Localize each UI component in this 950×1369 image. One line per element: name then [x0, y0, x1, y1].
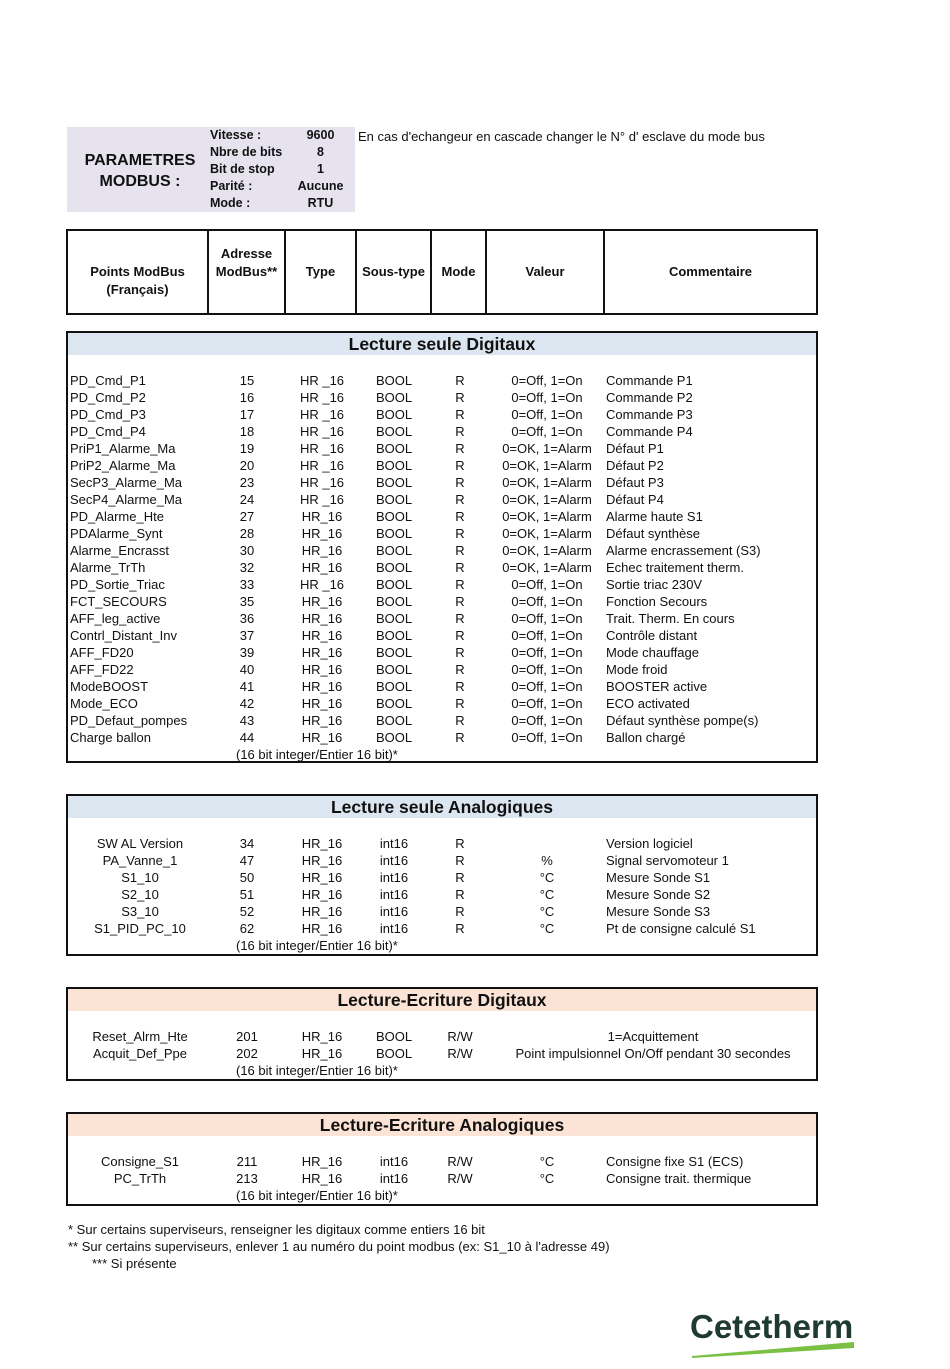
value-range: 0=OK, 1=Alarm [502, 458, 592, 473]
access-mode: R/W [447, 1046, 473, 1061]
table-row [68, 1028, 816, 1045]
modbus-address: 43 [239, 713, 255, 728]
point-name: S1_PID_PC_10 [94, 921, 186, 936]
table-row [68, 423, 816, 440]
register-type: HR_16 [301, 662, 343, 677]
access-mode: R [455, 441, 465, 456]
value-range: °C [539, 1171, 555, 1186]
header-subtype: Sous-type [362, 264, 425, 279]
modbus-address: 39 [239, 645, 255, 660]
value-range: 0=Off, 1=On [511, 730, 583, 745]
table-row [68, 372, 816, 389]
table-row [68, 457, 816, 474]
header-comment: Commentaire [668, 264, 753, 279]
point-name: SecP3_Alarme_Ma [70, 475, 182, 490]
value-range: 0=Off, 1=On [511, 679, 583, 694]
modbus-address: 51 [239, 887, 255, 902]
param-value-mode: RTU [307, 196, 334, 210]
table-row [68, 644, 816, 661]
access-mode: R [455, 475, 465, 490]
section-readwrite-digital [66, 987, 818, 1081]
access-mode: R [455, 713, 465, 728]
value-range: 0=Off, 1=On [511, 577, 583, 592]
register-type: HR_16 [301, 921, 343, 936]
section-title: Lecture-Ecriture Digitaux [68, 989, 816, 1011]
subtype: BOOL [375, 373, 413, 388]
table-row [68, 389, 816, 406]
subtype: BOOL [375, 645, 413, 660]
header-value: Valeur [525, 264, 565, 279]
access-mode: R [455, 921, 465, 936]
value-range: °C [539, 887, 555, 902]
point-name: PD_Alarme_Hte [70, 509, 164, 524]
access-mode: R [455, 424, 465, 439]
point-name: PD_Cmd_P4 [70, 424, 146, 439]
value-range: 0=Off, 1=On [511, 713, 583, 728]
comment: Alarme encrassement (S3) [606, 543, 761, 558]
point-name: PA_Vanne_1 [102, 853, 178, 868]
section-readonly-digital [66, 331, 818, 763]
modbus-address: 211 [236, 1154, 258, 1169]
point-name: PriP1_Alarme_Ma [70, 441, 176, 456]
comment: Contrôle distant [606, 628, 698, 643]
subtype: int16 [379, 1171, 409, 1186]
section-readwrite-analog [66, 1112, 818, 1206]
param-value-speed: 9600 [306, 128, 335, 142]
access-mode: R/W [447, 1154, 473, 1169]
point-name: PD_Cmd_P1 [70, 373, 146, 388]
access-mode: R [455, 696, 465, 711]
comment: Trait. Therm. En cours [606, 611, 735, 626]
register-type: HR_16 [301, 679, 343, 694]
comment: Signal servomoteur 1 [606, 853, 729, 868]
table-row [68, 440, 816, 457]
access-mode: R [455, 611, 465, 626]
comment: Mode froid [606, 662, 668, 677]
value-range: 0=Off, 1=On [511, 628, 583, 643]
comment: Echec traitement therm. [606, 560, 744, 575]
modbus-address: 32 [239, 560, 255, 575]
point-name: AFF_FD22 [70, 662, 134, 677]
subtype: BOOL [375, 526, 413, 541]
modbus-address: 19 [239, 441, 255, 456]
table-row [68, 576, 816, 593]
header-points-line2: (Français) [106, 282, 169, 297]
footnote-3: *** Si présente [92, 1256, 177, 1271]
access-mode: R [455, 594, 465, 609]
table-row [68, 852, 816, 869]
modbus-address: 62 [239, 921, 255, 936]
modbus-address: 20 [239, 458, 255, 473]
section-footnote: (16 bit integer/Entier 16 bit)* [236, 1188, 398, 1203]
value-range: 0=Off, 1=On [511, 594, 583, 609]
access-mode: R [455, 492, 465, 507]
params-title-line2: MODBUS : [99, 173, 181, 190]
params-title-line1: PARAMETRES [84, 152, 196, 169]
value-range: °C [539, 904, 555, 919]
point-name: S2_10 [121, 887, 159, 902]
subtype: int16 [379, 853, 409, 868]
table-row [68, 542, 816, 559]
value-range: 0=Off, 1=On [511, 424, 583, 439]
footnote-1: * Sur certains superviseurs, renseigner les digitaux comme entiers 16 bit [68, 1222, 485, 1237]
subtype: BOOL [375, 577, 413, 592]
subtype: BOOL [375, 696, 413, 711]
access-mode: R/W [447, 1029, 473, 1044]
register-type: HR_16 [301, 1154, 343, 1169]
header-address-line2: ModBus** [215, 264, 278, 279]
modbus-address: 28 [239, 526, 255, 541]
comment: Défaut synthèse [606, 526, 700, 541]
point-name: PD_Defaut_pompes [70, 713, 188, 728]
modbus-address: 52 [239, 904, 255, 919]
section-footnote: (16 bit integer/Entier 16 bit)* [236, 747, 398, 762]
register-type: HR _16 [299, 577, 345, 592]
subtype: BOOL [375, 543, 413, 558]
value-comment: Point impulsionnel On/Off pendant 30 secondes [515, 1046, 791, 1061]
value-range: 0=OK, 1=Alarm [502, 509, 592, 524]
subtype: int16 [379, 836, 409, 851]
register-type: HR _16 [299, 458, 345, 473]
register-type: HR_16 [301, 696, 343, 711]
comment: Mode chauffage [606, 645, 699, 660]
subtype: int16 [379, 870, 409, 885]
register-type: HR_16 [301, 509, 343, 524]
modbus-address: 41 [239, 679, 255, 694]
register-type: HR_16 [301, 611, 343, 626]
comment: Pt de consigne calculé S1 [606, 921, 756, 936]
table-row [68, 525, 816, 542]
subtype: BOOL [375, 662, 413, 677]
modbus-address: 50 [239, 870, 255, 885]
table-row [68, 1153, 816, 1170]
section-footnote: (16 bit integer/Entier 16 bit)* [236, 938, 398, 953]
modbus-address: 33 [239, 577, 255, 592]
comment: Commande P4 [606, 424, 693, 439]
comment: Défaut synthèse pompe(s) [606, 713, 759, 728]
access-mode: R [455, 577, 465, 592]
table-row [68, 869, 816, 886]
header-mode: Mode [441, 264, 476, 279]
register-type: HR_16 [301, 594, 343, 609]
table-row [68, 1045, 816, 1062]
point-name: PD_Sortie_Triac [70, 577, 165, 592]
header-address-line1: Adresse [220, 246, 273, 261]
modbus-address: 24 [239, 492, 255, 507]
value-range: 0=Off, 1=On [511, 390, 583, 405]
point-name: PC_TrTh [113, 1171, 167, 1186]
point-name: PD_Cmd_P3 [70, 407, 146, 422]
subtype: BOOL [375, 611, 413, 626]
subtype: BOOL [375, 509, 413, 524]
point-name: FCT_SECOURS [70, 594, 167, 609]
modbus-address: 42 [239, 696, 255, 711]
access-mode: R [455, 679, 465, 694]
table-row [68, 712, 816, 729]
comment: Consigne fixe S1 (ECS) [606, 1154, 744, 1169]
modbus-address: 35 [239, 594, 255, 609]
subtype: BOOL [375, 475, 413, 490]
param-label-stop: Bit de stop [210, 162, 275, 176]
header-points-line1: Points ModBus [90, 264, 185, 279]
comment: Défaut P4 [606, 492, 664, 507]
subtype: BOOL [375, 458, 413, 473]
value-range: 0=Off, 1=On [511, 696, 583, 711]
point-name: Alarme_TrTh [70, 560, 146, 575]
cascade-note: En cas d'echangeur en cascade changer le N° d' esclave du mode bus [358, 129, 765, 144]
table-row [68, 1170, 816, 1187]
access-mode: R [455, 730, 465, 745]
subtype: BOOL [375, 424, 413, 439]
header-address [209, 245, 284, 281]
param-value-bits: 8 [317, 145, 324, 159]
point-name: PriP2_Alarme_Ma [70, 458, 176, 473]
param-label-bits: Nbre de bits [210, 145, 283, 159]
section-footnote: (16 bit integer/Entier 16 bit)* [236, 1063, 398, 1078]
register-type: HR_16 [301, 853, 343, 868]
value-range: 0=OK, 1=Alarm [502, 526, 592, 541]
register-type: HR_16 [301, 1046, 343, 1061]
subtype: BOOL [375, 679, 413, 694]
access-mode: R [455, 662, 465, 677]
access-mode: R [455, 904, 465, 919]
register-type: HR _16 [299, 407, 345, 422]
column-header-table [66, 229, 818, 315]
point-name: Alarme_Encrasst [70, 543, 169, 558]
point-name: Charge ballon [70, 730, 151, 745]
value-range: °C [539, 921, 555, 936]
comment: Défaut P2 [606, 458, 664, 473]
access-mode: R [455, 390, 465, 405]
point-name: SW AL Version [96, 836, 184, 851]
section-title: Lecture-Ecriture Analogiques [68, 1114, 816, 1136]
table-row [68, 695, 816, 712]
register-type: HR _16 [299, 424, 345, 439]
table-row [68, 661, 816, 678]
comment: Défaut P3 [606, 475, 664, 490]
table-row [68, 920, 816, 937]
value-range: 0=Off, 1=On [511, 407, 583, 422]
register-type: HR_16 [301, 870, 343, 885]
register-type: HR_16 [301, 1171, 343, 1186]
value-range: 0=Off, 1=On [511, 645, 583, 660]
access-mode: R [455, 509, 465, 524]
subtype: BOOL [375, 407, 413, 422]
register-type: HR _16 [299, 492, 345, 507]
modbus-address: 37 [239, 628, 255, 643]
comment: Mesure Sonde S2 [606, 887, 711, 902]
modbus-address: 213 [236, 1171, 258, 1186]
modbus-address: 201 [236, 1029, 258, 1044]
value-comment: 1=Acquittement [607, 1029, 699, 1044]
subtype: BOOL [375, 1046, 413, 1061]
subtype: int16 [379, 1154, 409, 1169]
value-range: 0=Off, 1=On [511, 662, 583, 677]
section-readonly-analog [66, 794, 818, 956]
param-label-speed: Vitesse : [210, 128, 262, 142]
register-type: HR_16 [301, 730, 343, 745]
comment: Sortie triac 230V [606, 577, 703, 592]
point-name: AFF_leg_active [70, 611, 161, 626]
register-type: HR _16 [299, 441, 345, 456]
param-value-stop: 1 [317, 162, 324, 176]
access-mode: R [455, 853, 465, 868]
table-row [68, 593, 816, 610]
subtype: BOOL [375, 594, 413, 609]
access-mode: R [455, 645, 465, 660]
register-type: HR_16 [301, 526, 343, 541]
table-row [68, 610, 816, 627]
param-label-parity: Parité : [210, 179, 253, 193]
modbus-address: 44 [239, 730, 255, 745]
table-row [68, 729, 816, 746]
comment: Version logiciel [606, 836, 693, 851]
register-type: HR_16 [301, 713, 343, 728]
register-type: HR _16 [299, 475, 345, 490]
point-name: S1_10 [121, 870, 159, 885]
point-name: Consigne_S1 [100, 1154, 180, 1169]
modbus-params-title [70, 150, 210, 192]
subtype: BOOL [375, 730, 413, 745]
modbus-address: 40 [239, 662, 255, 677]
comment: Fonction Secours [606, 594, 708, 609]
modbus-address: 17 [239, 407, 255, 422]
register-type: HR_16 [301, 628, 343, 643]
subtype: BOOL [375, 713, 413, 728]
subtype: int16 [379, 887, 409, 902]
value-range: 0=OK, 1=Alarm [502, 475, 592, 490]
access-mode: R [455, 628, 465, 643]
access-mode: R/W [447, 1171, 473, 1186]
register-type: HR _16 [299, 373, 345, 388]
register-type: HR _16 [299, 390, 345, 405]
access-mode: R [455, 560, 465, 575]
comment: Ballon chargé [606, 730, 686, 745]
access-mode: R [455, 526, 465, 541]
value-range: 0=Off, 1=On [511, 373, 583, 388]
access-mode: R [455, 887, 465, 902]
value-range: °C [539, 1154, 555, 1169]
subtype: BOOL [375, 441, 413, 456]
value-range: °C [539, 870, 555, 885]
register-type: HR_16 [301, 904, 343, 919]
point-name: SecP4_Alarme_Ma [70, 492, 182, 507]
point-name: ModeBOOST [70, 679, 149, 694]
comment: Consigne trait. thermique [606, 1171, 752, 1186]
point-name: PD_Cmd_P2 [70, 390, 146, 405]
comment: Commande P2 [606, 390, 693, 405]
subtype: BOOL [375, 628, 413, 643]
value-range: 0=OK, 1=Alarm [502, 492, 592, 507]
modbus-address: 30 [239, 543, 255, 558]
point-name: Contrl_Distant_Inv [70, 628, 177, 643]
param-value-parity: Aucune [297, 179, 344, 193]
table-row [68, 491, 816, 508]
logo-text: Cetetherm [690, 1308, 854, 1345]
point-name: S3_10 [121, 904, 159, 919]
table-row [68, 678, 816, 695]
modbus-address: 36 [239, 611, 255, 626]
access-mode: R [455, 870, 465, 885]
comment: ECO activated [606, 696, 690, 711]
value-range: 0=Off, 1=On [511, 611, 583, 626]
point-name: Reset_Alrm_Hte [92, 1029, 188, 1044]
modbus-address: 23 [239, 475, 255, 490]
register-type: HR_16 [301, 1029, 343, 1044]
register-type: HR_16 [301, 560, 343, 575]
header-type: Type [305, 264, 336, 279]
access-mode: R [455, 836, 465, 851]
access-mode: R [455, 458, 465, 473]
access-mode: R [455, 373, 465, 388]
modbus-address: 34 [239, 836, 255, 851]
footnote-2: ** Sur certains superviseurs, enlever 1 au numéro du point modbus (ex: S1_10 à l'adresse 49) [68, 1239, 610, 1254]
point-name: Mode_ECO [70, 696, 138, 711]
modbus-address: 18 [239, 424, 255, 439]
table-row [68, 508, 816, 525]
value-range: % [541, 853, 553, 868]
header-points [68, 263, 207, 299]
subtype: BOOL [375, 390, 413, 405]
subtype: int16 [379, 904, 409, 919]
comment: Mesure Sonde S3 [606, 904, 711, 919]
section-title: Lecture seule Digitaux [68, 333, 816, 355]
point-name: AFF_FD20 [70, 645, 134, 660]
point-name: Acquit_Def_Ppe [93, 1046, 187, 1061]
modbus-address: 47 [239, 853, 255, 868]
comment: Défaut P1 [606, 441, 664, 456]
table-row [68, 474, 816, 491]
register-type: HR_16 [301, 543, 343, 558]
subtype: BOOL [375, 492, 413, 507]
access-mode: R [455, 543, 465, 558]
modbus-address: 27 [239, 509, 255, 524]
table-row [68, 406, 816, 423]
param-label-mode: Mode : [210, 196, 251, 210]
table-row [68, 559, 816, 576]
comment: BOOSTER active [606, 679, 708, 694]
register-type: HR_16 [301, 887, 343, 902]
subtype: BOOL [375, 1029, 413, 1044]
table-row [68, 903, 816, 920]
access-mode: R [455, 407, 465, 422]
modbus-address: 15 [239, 373, 255, 388]
register-type: HR_16 [301, 645, 343, 660]
modbus-address: 202 [236, 1046, 258, 1061]
value-range: 0=OK, 1=Alarm [502, 441, 592, 456]
table-row [68, 886, 816, 903]
comment: Commande P3 [606, 407, 693, 422]
modbus-address: 16 [239, 390, 255, 405]
comment: Alarme haute S1 [606, 509, 703, 524]
table-row [68, 627, 816, 644]
section-title: Lecture seule Analogiques [68, 796, 816, 818]
subtype: BOOL [375, 560, 413, 575]
subtype: int16 [379, 921, 409, 936]
comment: Commande P1 [606, 373, 693, 388]
cetetherm-logo [690, 1306, 858, 1362]
table-row [68, 835, 816, 852]
point-name: PDAlarme_Synt [70, 526, 163, 541]
value-range: 0=OK, 1=Alarm [502, 543, 592, 558]
register-type: HR_16 [301, 836, 343, 851]
comment: Mesure Sonde S1 [606, 870, 711, 885]
value-range: 0=OK, 1=Alarm [502, 560, 592, 575]
